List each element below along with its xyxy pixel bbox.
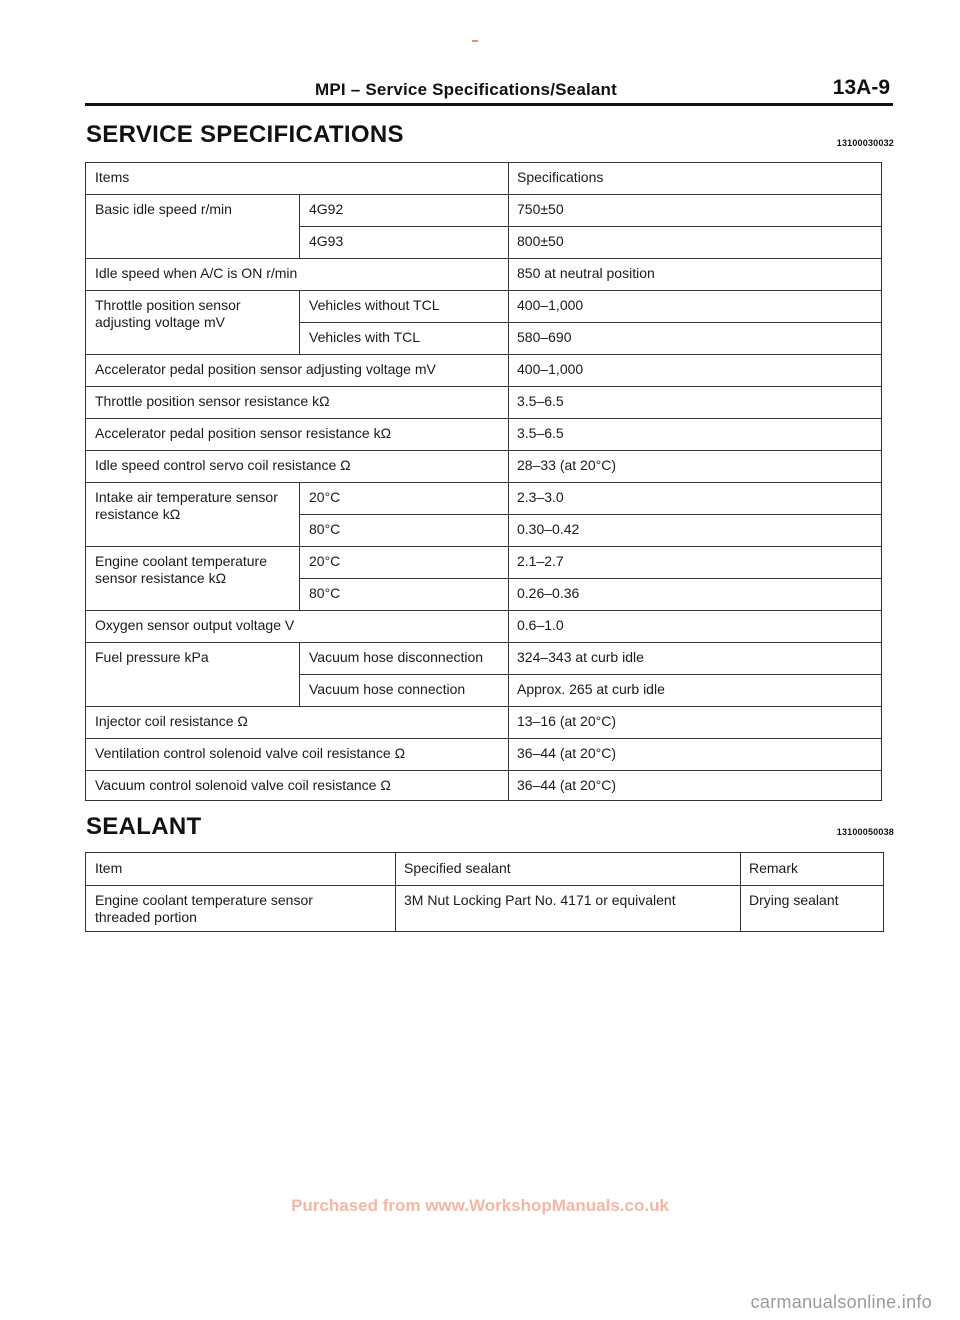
- sealant-border-right: [883, 852, 884, 932]
- vacuum-control-value: 36–44 (at 20°C): [517, 777, 616, 793]
- sealant-table: [85, 852, 884, 932]
- footer-site-mark: carmanualsonline.info: [750, 1292, 932, 1312]
- fuel-label: Fuel pressure kPa: [95, 649, 209, 665]
- vacuum-control-label: Vacuum control solenoid valve coil resistance Ω: [95, 777, 391, 793]
- tps-res-label: Throttle position sensor resistance kΩ: [95, 393, 330, 409]
- subcol-divider: [299, 194, 300, 258]
- subcol-divider: [299, 290, 300, 354]
- header-items: Items: [95, 169, 130, 185]
- sealant-row-sealant: 3M Nut Locking Part No. 4171 or equivalent: [404, 892, 676, 908]
- service-specs-table: [85, 162, 882, 801]
- header-specifications: Specifications: [517, 169, 604, 185]
- sealant-row-item: Engine coolant temperature sensor threaded portion: [95, 892, 313, 925]
- o2-label: Oxygen sensor output voltage V: [95, 617, 295, 633]
- iat-80c: 80°C: [309, 521, 341, 537]
- apps-res-label: Accelerator pedal position sensor resistance kΩ: [95, 425, 392, 441]
- subcol-divider: [299, 642, 300, 706]
- subcol-divider: [299, 482, 300, 546]
- sealant-border-left: [85, 852, 86, 932]
- fuel-connection: Vacuum hose connection: [309, 681, 466, 697]
- tps-tcl-value: 580–690: [517, 329, 572, 345]
- tps-no-tcl: Vehicles without TCL: [309, 297, 440, 313]
- sealant-border-bottom: [85, 931, 884, 932]
- ventilation-value: 36–44 (at 20°C): [517, 745, 616, 761]
- ect-80c: 80°C: [309, 585, 341, 601]
- sealant-header-remark: Remark: [749, 860, 799, 876]
- idle-ac-value: 850 at neutral position: [517, 265, 655, 281]
- sealant-code: 13100050038: [836, 827, 894, 837]
- decorative-dash: [472, 40, 478, 42]
- row-line: [299, 226, 882, 227]
- sealant-row-remark: Drying sealant: [749, 892, 839, 908]
- purchase-watermark: Purchased from www.WorkshopManuals.co.uk: [291, 1196, 669, 1215]
- apps-adj-value: 400–1,000: [517, 361, 584, 377]
- injector-label: Injector coil resistance Ω: [95, 713, 248, 729]
- ect-20c-value: 2.1–2.7: [517, 553, 564, 569]
- table-border-top: [85, 162, 882, 163]
- apps-adj-label: Accelerator pedal position sensor adjusting voltage mV: [95, 361, 436, 377]
- iat-80c-value: 0.30–0.42: [517, 521, 580, 537]
- idle-ac-label: Idle speed when A/C is ON r/min: [95, 265, 298, 281]
- isc-label: Idle speed control servo coil resistance Ω: [95, 457, 351, 473]
- ect-label: Engine coolant temperature sensor resistance kΩ: [95, 553, 267, 586]
- isc-value: 28–33 (at 20°C): [517, 457, 616, 473]
- ect-80c-value: 0.26–0.36: [517, 585, 580, 601]
- iat-label: Intake air temperature sensor resistance kΩ: [95, 489, 278, 522]
- injector-value: 13–16 (at 20°C): [517, 713, 616, 729]
- row-line: [299, 578, 882, 579]
- fuel-disconnection: Vacuum hose disconnection: [309, 649, 484, 665]
- page-number: 13A-9: [832, 76, 890, 99]
- basic-idle-4g92: 4G92: [309, 201, 344, 217]
- service-specs-title: SERVICE SPECIFICATIONS: [86, 121, 404, 148]
- tps-res-value: 3.5–6.5: [517, 393, 564, 409]
- basic-idle-4g92-value: 750±50: [517, 201, 564, 217]
- row-line: [299, 514, 882, 515]
- apps-res-value: 3.5–6.5: [517, 425, 564, 441]
- tps-no-tcl-value: 400–1,000: [517, 297, 584, 313]
- page-header-title: MPI – Service Specifications/Sealant: [315, 80, 617, 99]
- fuel-connection-value: Approx. 265 at curb idle: [517, 681, 665, 697]
- iat-20c-value: 2.3–3.0: [517, 489, 564, 505]
- iat-20c: 20°C: [309, 489, 341, 505]
- sealant-header-item: Item: [95, 860, 123, 876]
- o2-value: 0.6–1.0: [517, 617, 564, 633]
- service-specs-code: 13100030032: [836, 138, 894, 148]
- tps-tcl: Vehicles with TCL: [309, 329, 421, 345]
- ventilation-label: Ventilation control solenoid valve coil resistance Ω: [95, 745, 406, 761]
- sealant-header-sealant: Specified sealant: [404, 860, 511, 876]
- sealant-title: SEALANT: [86, 813, 202, 840]
- basic-idle-4g93-value: 800±50: [517, 233, 564, 249]
- table-border-bottom: [85, 800, 882, 801]
- basic-idle-label: Basic idle speed r/min: [95, 201, 232, 217]
- subcol-divider: [299, 546, 300, 610]
- ect-20c: 20°C: [309, 553, 341, 569]
- tps-adj-label: Throttle position sensor adjusting voltage mV: [95, 297, 241, 330]
- basic-idle-4g93: 4G93: [309, 233, 344, 249]
- fuel-disconnection-value: 324–343 at curb idle: [517, 649, 644, 665]
- header-rule: [85, 103, 893, 106]
